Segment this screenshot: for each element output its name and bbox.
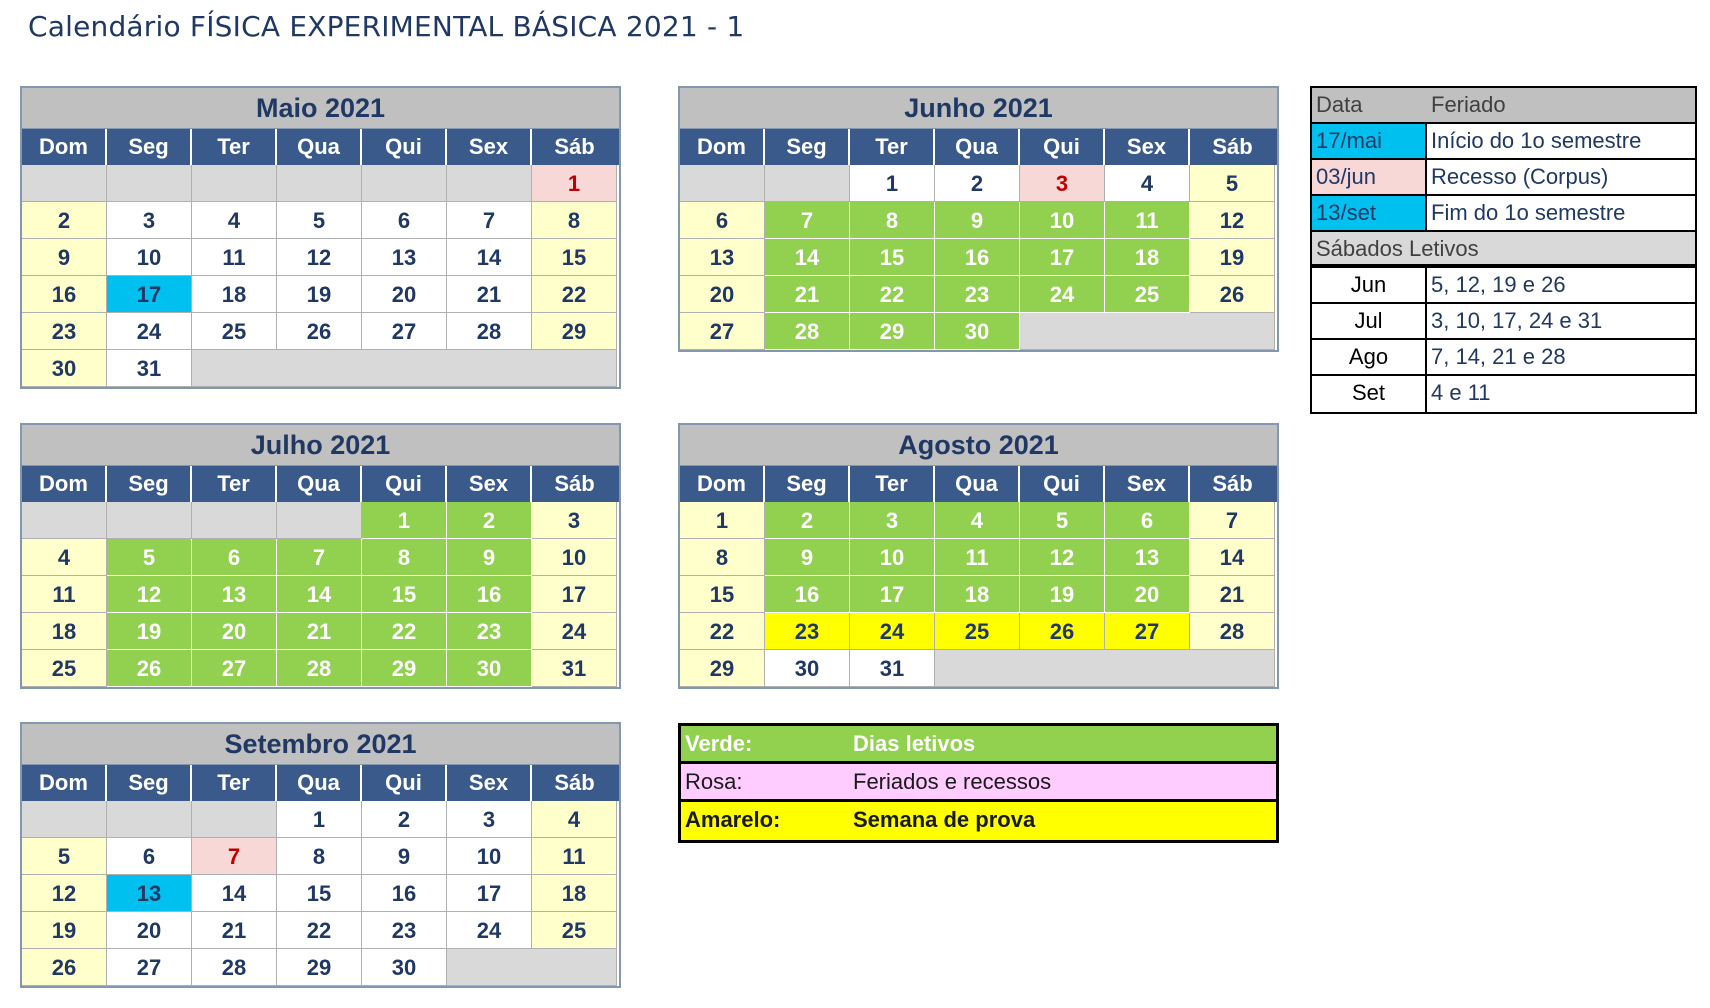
day-cell: 11 [935,539,1020,576]
day-cell: 19 [1190,239,1275,276]
day-cell: 6 [1105,502,1190,539]
weekday-header [22,765,619,801]
day-cell: 21 [447,276,532,313]
day-cell: 3 [850,502,935,539]
day-cell: 28 [447,313,532,350]
day-cell: 14 [447,239,532,276]
day-cell: 25 [532,912,617,949]
day-cell: 9 [22,239,107,276]
day-cell: 25 [1105,276,1190,313]
day-cell: 31 [107,350,192,387]
day-cell: 3 [1020,165,1105,202]
saturday-month: Ago [1312,340,1427,374]
day-cell: 2 [935,165,1020,202]
day-cell: 30 [22,350,107,387]
weekday-label: Sex [447,466,532,502]
weekday-label: Seg [765,466,850,502]
saturday-days: 7, 14, 21 e 28 [1431,344,1566,369]
empty-cell [22,801,107,838]
day-cell: 12 [1190,202,1275,239]
day-cell: 27 [107,949,192,986]
day-cell: 25 [192,313,277,350]
empty-cell [192,801,277,838]
weekday-label: Sáb [1212,471,1253,496]
day-cell: 21 [1190,576,1275,613]
day-cell: 27 [192,650,277,687]
saturday-days: 4 e 11 [1431,380,1491,405]
day-cell: 11 [532,838,617,875]
day-cell: 10 [850,539,935,576]
day-cell: 24 [107,313,192,350]
day-cell: 6 [362,202,447,239]
holidays-table-header [1312,88,1695,124]
day-cell: 16 [935,239,1020,276]
day-cell: 22 [680,613,765,650]
day-cell: 5 [107,539,192,576]
day-cell: 8 [362,539,447,576]
saturday-row [1312,304,1695,340]
saturday-row [1312,340,1695,376]
day-cell: 29 [277,949,362,986]
weekday-label: Dom [680,466,765,502]
day-cell: 30 [447,650,532,687]
day-cell: 8 [850,202,935,239]
day-cell: 14 [192,875,277,912]
weekday-label: Dom [22,466,107,502]
legend-key: Amarelo: [685,807,781,832]
weekday-label: Seg [765,129,850,165]
day-cell: 8 [532,202,617,239]
day-cell: 2 [765,502,850,539]
day-cell: 23 [447,613,532,650]
holiday-label: Recesso (Corpus) [1431,164,1609,189]
weekday-label: Qui [1020,466,1105,502]
day-cell: 23 [765,613,850,650]
day-cell: 5 [1190,165,1275,202]
legend-row-verde [681,726,1276,764]
saturday-month: Jun [1312,268,1427,302]
weekday-label: Qui [362,765,447,801]
day-cell: 9 [765,539,850,576]
day-cell: 4 [22,539,107,576]
legend-row-rosa [681,764,1276,802]
saturday-row [1312,268,1695,304]
day-cell: 9 [362,838,447,875]
weekday-label: Qua [277,129,362,165]
weekday-label: Qua [935,466,1020,502]
day-cell: 18 [935,576,1020,613]
day-cell: 29 [850,313,935,350]
empty-cell [1020,313,1275,350]
day-cell: 15 [362,576,447,613]
day-cell: 6 [680,202,765,239]
day-cell: 12 [107,576,192,613]
day-cell: 17 [107,276,192,313]
day-cell: 12 [22,875,107,912]
empty-cell [680,165,765,202]
day-cell: 15 [277,875,362,912]
day-cell: 4 [935,502,1020,539]
day-cell: 11 [192,239,277,276]
saturday-days: 5, 12, 19 e 26 [1431,272,1566,297]
weekday-label: Sáb [554,134,595,159]
empty-cell [192,502,277,539]
day-cell: 7 [765,202,850,239]
legend-key: Verde: [685,731,753,756]
weekday-label: Sex [447,129,532,165]
day-cell: 17 [1020,239,1105,276]
calendar-agosto [678,423,1279,689]
day-cell: 10 [447,838,532,875]
month-title: Julho 2021 [22,425,619,466]
day-cell: 27 [362,313,447,350]
day-cell: 4 [532,801,617,838]
weekday-label: Qua [277,765,362,801]
day-cell: 20 [107,912,192,949]
day-cell: 3 [532,502,617,539]
day-cell: 4 [192,202,277,239]
weekday-header [22,129,619,165]
legend-key: Rosa: [685,769,743,794]
day-cell: 19 [1020,576,1105,613]
day-cell: 1 [850,165,935,202]
day-cell: 14 [765,239,850,276]
day-cell: 2 [22,202,107,239]
holiday-date: 13/set [1312,196,1427,230]
day-grid [22,801,619,986]
day-cell: 24 [447,912,532,949]
empty-cell [935,650,1275,687]
calendar-junho [678,86,1279,352]
day-cell: 4 [1105,165,1190,202]
legend-row-amarelo [681,802,1276,840]
day-cell: 13 [680,239,765,276]
weekday-label: Ter [192,765,277,801]
day-cell: 11 [22,576,107,613]
weekday-label: Qui [362,129,447,165]
day-cell: 30 [362,949,447,986]
day-cell: 20 [362,276,447,313]
weekday-label: Qua [935,129,1020,165]
day-cell: 1 [277,801,362,838]
day-cell: 17 [532,576,617,613]
day-cell: 12 [277,239,362,276]
day-cell: 28 [192,949,277,986]
saturday-month: Jul [1312,304,1427,338]
day-cell: 12 [1020,539,1105,576]
day-grid [680,165,1277,350]
empty-cell [107,502,192,539]
day-cell: 3 [107,202,192,239]
day-cell: 16 [447,576,532,613]
day-cell: 25 [22,650,107,687]
empty-cell [277,502,362,539]
holiday-date: 03/jun [1312,160,1427,194]
day-cell: 11 [1105,202,1190,239]
day-cell: 14 [1190,539,1275,576]
weekday-label: Ter [850,129,935,165]
weekday-header [22,466,619,502]
month-title: Maio 2021 [22,88,619,129]
day-cell: 8 [277,838,362,875]
day-cell: 31 [850,650,935,687]
weekday-label: Seg [107,765,192,801]
day-cell: 9 [935,202,1020,239]
day-cell: 5 [22,838,107,875]
saturday-days: 3, 10, 17, 24 e 31 [1431,308,1603,333]
saturdays-header: Sábados Letivos [1316,236,1479,261]
day-cell: 29 [680,650,765,687]
empty-cell [277,165,362,202]
weekday-label: Sex [1105,129,1190,165]
empty-cell [765,165,850,202]
header-data: Data [1316,92,1363,117]
legend-desc: Dias letivos [853,731,976,756]
weekday-label: Dom [680,129,765,165]
day-cell: 18 [192,276,277,313]
color-legend [678,723,1279,843]
day-cell: 22 [532,276,617,313]
day-cell: 13 [192,576,277,613]
day-cell: 6 [107,838,192,875]
day-cell: 25 [935,613,1020,650]
weekday-label: Qui [1020,129,1105,165]
day-cell: 28 [1190,613,1275,650]
holiday-date: 17/mai [1312,124,1427,158]
day-cell: 13 [107,875,192,912]
day-cell: 8 [680,539,765,576]
day-cell: 30 [765,650,850,687]
day-cell: 1 [532,165,617,202]
weekday-header [680,129,1277,165]
day-cell: 20 [1105,576,1190,613]
day-cell: 10 [1020,202,1105,239]
weekday-label: Dom [22,765,107,801]
empty-cell [107,801,192,838]
day-grid [680,502,1277,687]
day-cell: 13 [1105,539,1190,576]
weekday-label: Sáb [1212,134,1253,159]
day-cell: 13 [362,239,447,276]
day-cell: 10 [532,539,617,576]
day-cell: 26 [22,949,107,986]
month-title: Junho 2021 [680,88,1277,129]
day-cell: 2 [362,801,447,838]
month-title: Setembro 2021 [22,724,619,765]
day-cell: 18 [532,875,617,912]
day-cell: 31 [532,650,617,687]
day-cell: 29 [532,313,617,350]
day-cell: 15 [850,239,935,276]
holiday-label: Início do 1o semestre [1431,128,1642,153]
empty-cell [22,165,107,202]
weekday-label: Qui [362,466,447,502]
day-grid [22,502,619,687]
empty-cell [362,165,447,202]
day-cell: 28 [765,313,850,350]
day-cell: 6 [192,539,277,576]
weekday-label: Seg [107,466,192,502]
weekday-label: Dom [22,129,107,165]
day-cell: 20 [680,276,765,313]
day-cell: 17 [850,576,935,613]
day-cell: 9 [447,539,532,576]
day-cell: 21 [765,276,850,313]
day-cell: 5 [1020,502,1105,539]
day-cell: 18 [1105,239,1190,276]
weekday-label: Qua [277,466,362,502]
empty-cell [22,502,107,539]
weekday-label: Ter [192,466,277,502]
day-cell: 26 [277,313,362,350]
calendar-julho [20,423,621,689]
day-cell: 18 [22,613,107,650]
day-cell: 15 [532,239,617,276]
weekday-label: Sáb [554,471,595,496]
day-cell: 23 [935,276,1020,313]
day-cell: 2 [447,502,532,539]
day-cell: 20 [192,613,277,650]
day-cell: 5 [277,202,362,239]
day-cell: 7 [277,539,362,576]
day-cell: 19 [277,276,362,313]
day-cell: 27 [680,313,765,350]
saturdays-header-row [1312,232,1695,268]
weekday-label: Ter [192,129,277,165]
day-cell: 26 [1190,276,1275,313]
day-cell: 10 [107,239,192,276]
day-cell: 22 [362,613,447,650]
day-cell: 26 [107,650,192,687]
weekday-label: Sex [447,765,532,801]
day-cell: 7 [1190,502,1275,539]
day-cell: 21 [277,613,362,650]
day-cell: 24 [532,613,617,650]
holiday-row [1312,160,1695,196]
weekday-header [680,466,1277,502]
saturday-row [1312,376,1695,412]
empty-cell [192,165,277,202]
holidays-table [1310,86,1697,414]
day-cell: 29 [362,650,447,687]
header-feriado: Feriado [1431,92,1506,117]
day-cell: 23 [362,912,447,949]
empty-cell [447,165,532,202]
weekday-label: Sex [1105,466,1190,502]
month-title: Agosto 2021 [680,425,1277,466]
day-cell: 16 [22,276,107,313]
page-title: Calendário FÍSICA EXPERIMENTAL BÁSICA 2021 - 1 [28,10,745,43]
day-cell: 28 [277,650,362,687]
day-cell: 7 [192,838,277,875]
legend-desc: Semana de prova [853,807,1036,832]
day-cell: 1 [362,502,447,539]
day-cell: 22 [277,912,362,949]
weekday-label: Seg [107,129,192,165]
day-cell: 27 [1105,613,1190,650]
day-cell: 24 [850,613,935,650]
holiday-row [1312,124,1695,160]
empty-cell [192,350,617,387]
day-cell: 19 [22,912,107,949]
day-cell: 16 [362,875,447,912]
calendar-maio [20,86,621,389]
day-cell: 1 [680,502,765,539]
saturday-month: Set [1312,376,1427,412]
calendar-setembro [20,722,621,988]
day-cell: 17 [447,875,532,912]
day-cell: 19 [107,613,192,650]
legend-desc: Feriados e recessos [853,769,1052,794]
day-cell: 7 [447,202,532,239]
day-cell: 22 [850,276,935,313]
day-cell: 14 [277,576,362,613]
empty-cell [447,949,617,986]
holiday-row [1312,196,1695,232]
day-cell: 24 [1020,276,1105,313]
day-cell: 16 [765,576,850,613]
day-cell: 21 [192,912,277,949]
weekday-label: Ter [850,466,935,502]
day-cell: 15 [680,576,765,613]
day-grid [22,165,619,387]
day-cell: 30 [935,313,1020,350]
day-cell: 3 [447,801,532,838]
weekday-label: Sáb [554,770,595,795]
day-cell: 23 [22,313,107,350]
empty-cell [107,165,192,202]
holiday-label: Fim do 1o semestre [1431,200,1626,225]
day-cell: 26 [1020,613,1105,650]
